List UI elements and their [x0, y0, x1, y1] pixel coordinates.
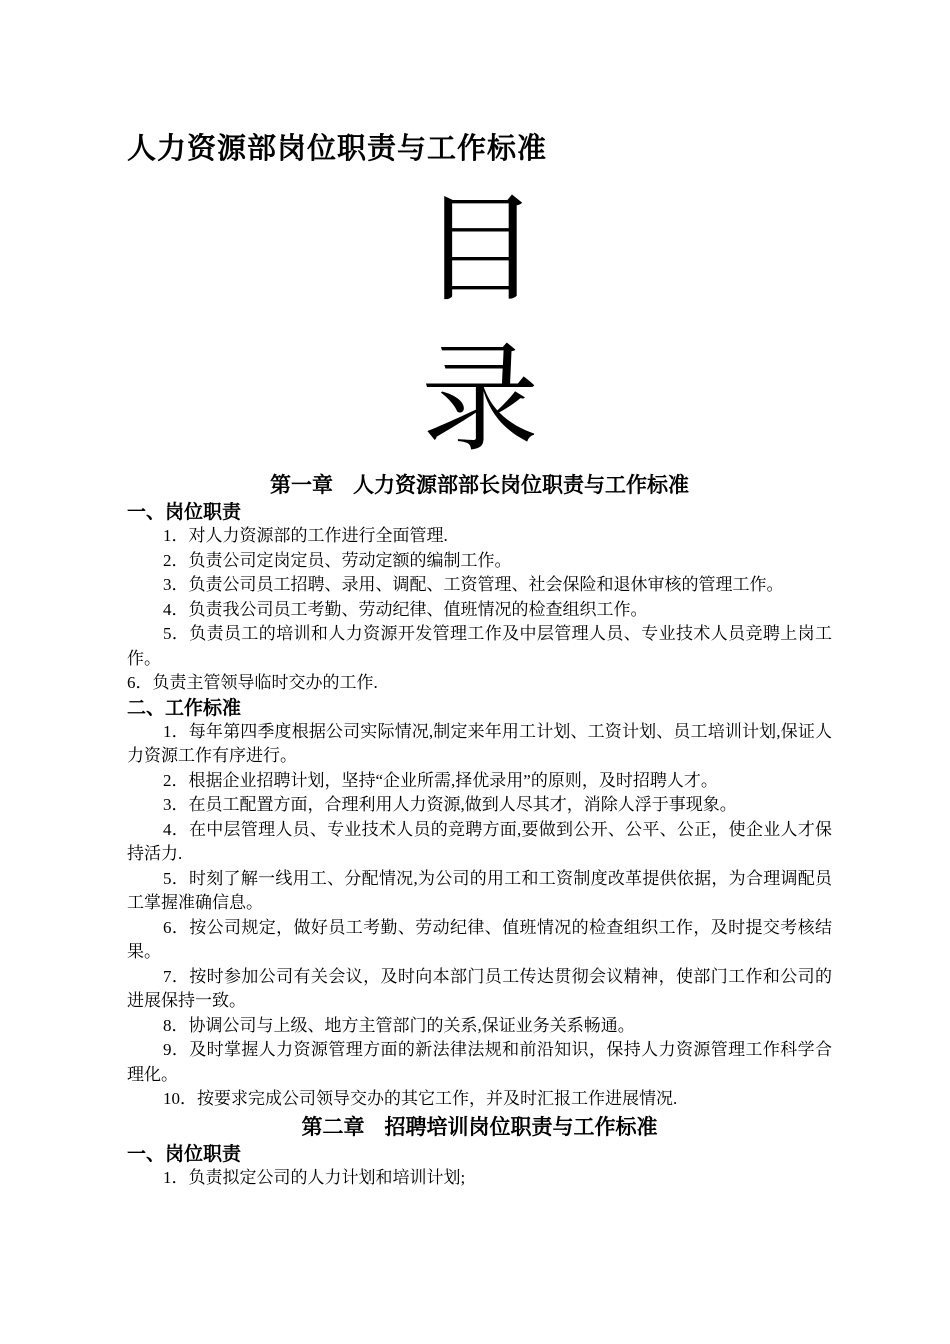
duty-item: 1．负责拟定公司的人力计划和培训计划; [163, 1167, 466, 1187]
chapter-1-heading [127, 470, 832, 500]
standard-item: 6．按公司规定，做好员工考勤、劳动纪律、值班情况的检查组织工作，及时提交考核结果。 [127, 917, 832, 961]
chapter-1-number: 第一章 [270, 472, 333, 497]
standard-item: 1．每年第四季度根据公司实际情况,制定来年用工计划、工资计划、员工培训计划,保证人力资源工作有序进行。 [127, 721, 832, 765]
standard-item: 4．在中层管理人员、专业技术人员的竞聘方面,要做到公开、公平、公正，使企业人才保持活力. [127, 819, 832, 863]
standard-item: 10．按要求完成公司领导交办的其它工作，并及时汇报工作进展情况. [163, 1089, 678, 1108]
chapter-2-heading [127, 1112, 832, 1142]
duty-item: 3．负责公司员工招聘、录用、调配、工资管理、社会保险和退休审核的管理工作。 [163, 575, 784, 594]
document-title: 人力资源部岗位职责与工作标准 [127, 131, 548, 165]
standard-item: 7．按时参加公司有关会议，及时向本部门员工传达贯彻会议精神，使部门工作和公司的进展保持一致。 [127, 966, 832, 1010]
duty-item: 1．对人力资源部的工作进行全面管理. [163, 526, 448, 545]
chapter-2-number: 第二章 [301, 1113, 365, 1139]
duty-item: 2．负责公司定岗定员、劳动定额的编制工作。 [163, 550, 512, 570]
standard-item: 9．及时掌握人力资源管理方面的新法律法规和前沿知识，保持人力资源管理工作科学合理化。 [127, 1040, 832, 1084]
toc-heading-char-1: 目 [420, 180, 539, 318]
chapter-1-title: 人力资源部部长岗位职责与工作标准 [353, 472, 689, 497]
chapter-1-section-standards: 二、工作标准 [127, 696, 242, 719]
standard-item: 5．时刻了解一线用工、分配情况,为公司的用工和工资制度改革提供依据，为合理调配员工掌握准确信息。 [127, 868, 832, 912]
document-body [127, 470, 832, 1190]
toc-heading-char-2: 录 [420, 330, 539, 468]
standard-item: 2．根据企业招聘计划，坚持“企业所需,择优录用”的原则，及时招聘人才。 [163, 770, 718, 790]
duty-item: 5．负责员工的培训和人力资源开发管理工作及中层管理人员、专业技术人员竞聘上岗工作。 [127, 624, 832, 668]
standard-item: 8．协调公司与上级、地方主管部门的关系,保证业务关系畅通。 [163, 1015, 635, 1035]
chapter-1-section-duties: 一、岗位职责 [127, 501, 242, 523]
duty-item: 6．负责主管领导临时交办的工作. [127, 673, 378, 692]
duty-item: 4．负责我公司员工考勤、劳动纪律、值班情况的检查组织工作。 [163, 599, 648, 619]
chapter-2-title: 招聘培训岗位职责与工作标准 [384, 1113, 658, 1139]
standard-item: 3．在员工配置方面，合理利用人力资源,做到人尽其才，消除人浮于事现象。 [163, 795, 737, 814]
chapter-2-section-duties: 一、岗位职责 [127, 1142, 242, 1165]
